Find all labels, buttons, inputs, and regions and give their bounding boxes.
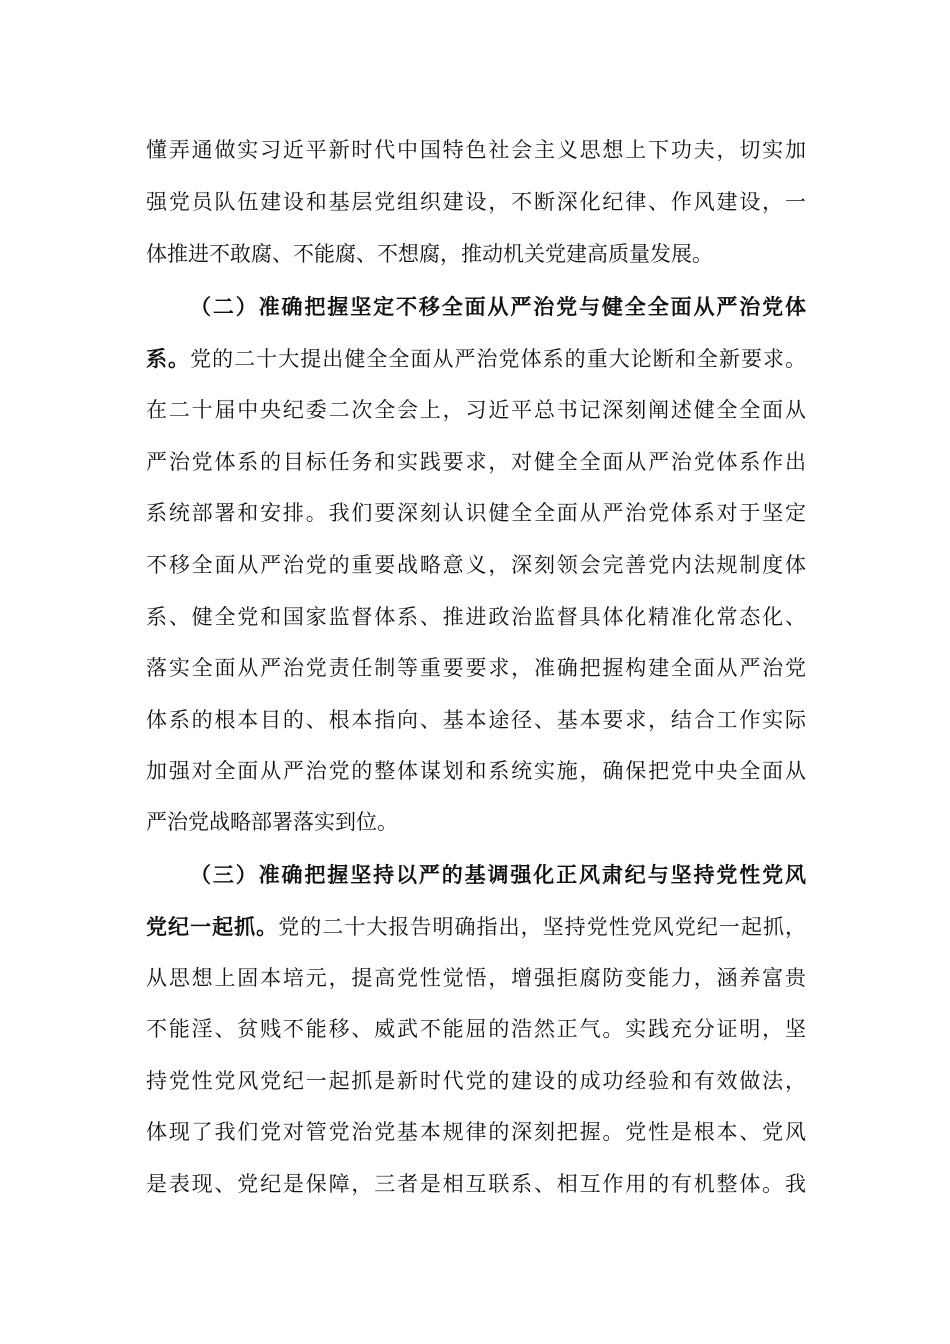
text-line	[146, 339, 806, 379]
text-line: 系、健全党和国家监督体系、推进政治监督具体化精准化常态化、	[146, 605, 806, 629]
text-line: 严治党体系的目标任务和实践要求，对健全全面从严治党体系作出	[146, 450, 806, 474]
text-line: 从思想上固本培元，提高党性觉悟，增强拒腐防变能力，涵养富贵	[146, 966, 806, 990]
section-heading: （三）准确把握坚持以严的基调强化正风肃纪与坚持党性党风	[190, 862, 806, 887]
text-line: 落实全面从严治党责任制等重要要求，准确把握构建全面从严治党	[146, 656, 806, 680]
text-line: 不能淫、贫贱不能移、威武不能屈的浩然正气。实践充分证明，坚	[146, 1017, 806, 1041]
text-line: 强党员队伍建设和基层党组织建设，不断深化纪律、作风建设，一	[146, 190, 806, 214]
body-text: 党的二十大提出健全全面从严治党体系的重大论断和全新要求。	[190, 347, 806, 371]
text-line: 体系的根本目的、根本指向、基本途径、基本要求，结合工作实际	[146, 708, 806, 732]
text-line: 持党性党风党纪一起抓是新时代党的建设的成功经验和有效做法，	[146, 1069, 806, 1093]
text-line: 严治党战略部署落实到位。	[146, 810, 398, 834]
section-heading-end: 系。	[146, 346, 191, 371]
text-line: 不移全面从严治党的重要战略意义，深刻领会完善党内法规制度体	[146, 553, 806, 577]
text-line: 是表现、党纪是保障，三者是相互联系、相互作用的有机整体。我	[146, 1172, 806, 1196]
text-line	[146, 907, 806, 947]
text-line: 加强对全面从严治党的整体谋划和系统实施，确保把党中央全面从	[146, 759, 806, 783]
text-line: 在二十届中央纪委二次全会上，习近平总书记深刻阐述健全全面从	[146, 398, 806, 422]
text-line: 系统部署和安排。我们要深刻认识健全全面从严治党体系对于坚定	[146, 501, 806, 525]
text-line: 体推进不敢腐、不能腐、不想腐，推动机关党建高质量发展。	[146, 242, 713, 266]
section-heading: （二）准确把握坚定不移全面从严治党与健全全面从严治党体	[190, 294, 806, 319]
text-line: 体现了我们党对管党治党基本规律的深刻把握。党性是根本、党风	[146, 1120, 806, 1144]
section-heading-end: 党纪一起抓。	[146, 914, 279, 939]
text-line: 懂弄通做实习近平新时代中国特色社会主义思想上下功夫，切实加	[146, 138, 806, 162]
body-text: 党的二十大报告明确指出，坚持党性党风党纪一起抓，	[278, 915, 806, 939]
